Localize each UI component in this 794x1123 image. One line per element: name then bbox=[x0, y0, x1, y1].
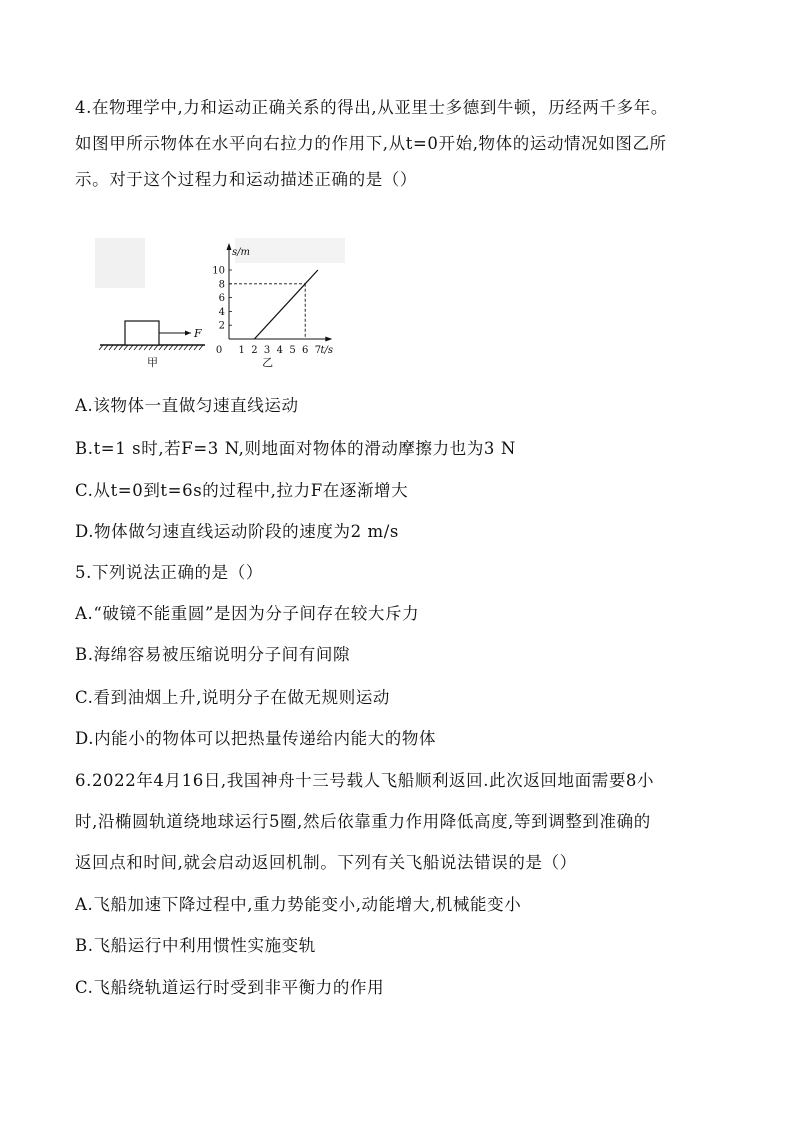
q6-stem-line1: 6.2022年4月16日,我国神舟十三号载人飞船顺利返回.此次返回地面需要8小 bbox=[75, 771, 655, 790]
q5-option-b: B.海绵容易被压缩说明分子间有间隙 bbox=[75, 645, 351, 664]
q4-stem-line3: 示。对于这个过程力和运动描述正确的是（） bbox=[75, 170, 417, 189]
hatch-mark bbox=[179, 345, 183, 350]
hatch-mark bbox=[169, 345, 173, 350]
y-tick-label: 6 bbox=[218, 293, 225, 305]
y-axis-arrowhead bbox=[227, 243, 232, 250]
hatch-mark bbox=[149, 345, 153, 350]
caption-jia: 甲 bbox=[147, 356, 158, 369]
hatch-mark bbox=[194, 345, 198, 350]
ground-hatching bbox=[99, 345, 203, 350]
hatch-mark bbox=[184, 345, 188, 350]
hatch-mark bbox=[129, 345, 133, 350]
caption-yi: 乙 bbox=[262, 356, 274, 369]
x-axis-arrowhead bbox=[325, 337, 332, 342]
diagram-jia bbox=[99, 321, 205, 369]
x-tick-label: 5 bbox=[289, 345, 296, 356]
q5-stem: 5.下列说法正确的是（） bbox=[75, 563, 263, 582]
hatch-mark bbox=[174, 345, 178, 350]
q4-figure bbox=[95, 238, 355, 378]
hatch-mark bbox=[114, 345, 118, 350]
q4-option-b: B.t=1 s时,若F=3 N,则地面对物体的滑动摩擦力也为3 N bbox=[75, 439, 516, 458]
q5-option-d: D.内能小的物体可以把热量传递给内能大的物体 bbox=[75, 729, 437, 748]
force-arrowhead bbox=[185, 331, 191, 336]
q6-option-a: A.飞船加速下降过程中,重力势能变小,动能增大,机械能变小 bbox=[75, 895, 522, 914]
scan-shadow bbox=[235, 238, 345, 263]
q4-option-c: C.从t=0到t=6s的过程中,拉力F在逐渐增大 bbox=[75, 481, 409, 500]
hatch-mark bbox=[154, 345, 158, 350]
x-tick-label: 1 bbox=[238, 345, 245, 356]
y-tick-label: 4 bbox=[218, 306, 225, 318]
hatch-mark bbox=[144, 345, 148, 350]
y-tick-label: 8 bbox=[218, 279, 225, 291]
hatch-mark bbox=[189, 345, 193, 350]
x-tick-label: 2 bbox=[251, 345, 258, 356]
y-axis-label: s/m bbox=[232, 247, 250, 258]
force-label: F bbox=[194, 327, 202, 340]
y-tick-label: 2 bbox=[218, 320, 225, 332]
x-tick-label: 6 bbox=[302, 345, 309, 356]
y-tick-label: 10 bbox=[212, 265, 225, 277]
scan-shadow bbox=[95, 238, 145, 288]
q4-stem-line2: 如图甲所示物体在水平向右拉力的作用下,从t=0开始,物体的运动情况如图乙所 bbox=[75, 134, 667, 153]
x-tick-label: 0 bbox=[215, 345, 223, 356]
hatch-mark bbox=[99, 345, 103, 350]
block bbox=[125, 321, 159, 345]
x-tick-label: 4 bbox=[276, 345, 283, 356]
hatch-mark bbox=[159, 345, 163, 350]
hatch-mark bbox=[104, 345, 108, 350]
hatch-mark bbox=[139, 345, 143, 350]
x-tick-label: 7 bbox=[314, 345, 322, 356]
q5-option-c: C.看到油烟上升,说明分子在做无规则运动 bbox=[75, 688, 391, 707]
q6-stem-line2: 时,沿椭圆轨道绕地球运行5圈,然后依靠重力作用降低高度,等到调整到准确的 bbox=[75, 812, 651, 831]
q6-option-c: C.飞船绕轨道运行时受到非平衡力的作用 bbox=[75, 978, 385, 997]
hatch-mark bbox=[134, 345, 138, 350]
q4-option-a: A.该物体一直做匀速直线运动 bbox=[75, 396, 299, 415]
q4-option-d: D.物体做匀速直线运动阶段的速度为2 m/s bbox=[75, 522, 400, 541]
hatch-mark bbox=[199, 345, 203, 350]
x-tick-labels bbox=[216, 345, 321, 356]
hatch-mark bbox=[124, 345, 128, 350]
q5-option-a: A.“破镜不能重圆”是因为分子间存在较大斥力 bbox=[75, 604, 420, 623]
hatch-mark bbox=[164, 345, 168, 350]
x-axis-label: t/s bbox=[320, 345, 333, 356]
q4-stem-line1: 4.在物理学中,力和运动正确关系的得出,从亚里士多德到牛顿，历经两千多年。 bbox=[75, 98, 668, 117]
q6-option-b: B.飞船运行中利用惯性实施变轨 bbox=[75, 936, 316, 955]
hatch-mark bbox=[109, 345, 113, 350]
series-line bbox=[254, 270, 318, 339]
q4-figure-svg bbox=[95, 238, 355, 378]
q6-stem-line3: 返回点和时间,就会启动返回机制。下列有关飞船说法错误的是（） bbox=[75, 853, 577, 872]
hatch-mark bbox=[119, 345, 123, 350]
x-tick-label: 3 bbox=[263, 345, 271, 356]
